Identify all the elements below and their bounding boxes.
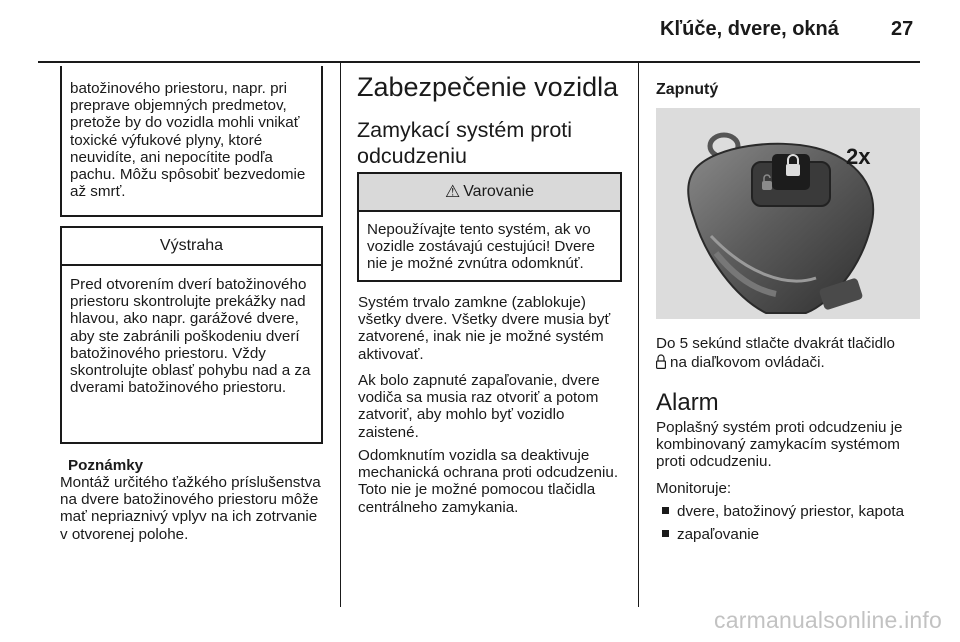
page-header-title: Kľúče, dvere, okná — [660, 18, 839, 40]
list-item — [662, 526, 759, 543]
bullet-square — [662, 507, 669, 514]
monitors-label: Monitoruje: — [656, 480, 732, 497]
note-title: Poznámky — [68, 457, 144, 474]
bullet-square — [662, 530, 669, 537]
page-number: 27 — [891, 18, 914, 40]
subtitle-zapnuty: Zapnutý — [656, 81, 719, 98]
key-fob-figure — [656, 108, 920, 319]
paragraph-3: Odomknutím vozidla sa deaktivuje mechanická ochrana proti odcudzeniu. Toto nie je možné pomocou tlačidla centrálneho zamykania. — [358, 447, 619, 516]
warning-title: Varovanie — [463, 183, 535, 200]
padlock-icon — [656, 354, 666, 369]
note-text: Montáž určitého ťažkého príslušenstva na dvere batožinového priestoru môže mať nepriaznivý vplyv na ich zotrvanie v otvorenej polohe. — [60, 474, 321, 543]
instruction-text-part2: na diaľkovom ovládači. — [670, 354, 825, 372]
bullet-text: dvere, batožinový priestor, kapota — [677, 503, 905, 520]
list-item — [662, 503, 904, 520]
watermark: carmanualsonline.info — [714, 607, 942, 633]
caution-title: Výstraha — [62, 228, 321, 266]
key-fob-illustration — [656, 108, 920, 319]
alarm-heading: Alarm — [656, 389, 719, 416]
caution-text: Pred otvorením dverí batožinového priestoru skontrolujte prekážky nad hlavou, ako napr. garážové dvere, aby ste zabránili poškodeniu dverí batožinového priestoru. Vždy skontrolujte oblasť pohybu nad a za dverami batožinového priestoru. — [70, 276, 311, 397]
paragraph-2: Ak bolo zapnuté zapaľovanie, dvere vodiča sa musia raz otvoriť a potom zatvoriť, aby mohlo byť vozidlo zaistené. — [358, 372, 600, 441]
warning-box — [357, 172, 622, 282]
column-divider-2 — [638, 63, 639, 607]
press-twice-label: 2x — [846, 144, 871, 169]
subsection-heading: Zamykací systém proti odcudzeniu — [357, 118, 573, 168]
header-divider — [38, 61, 920, 63]
alarm-text: Poplašný systém proti odcudzeniu je kombinovaný zamykacím systémom proti odcudzeniu. — [656, 419, 903, 471]
paragraph-1: Systém trvalo zamkne (zablokuje) všetky dvere. Všetky dvere musia byť zatvorené, inak nie je možné systém aktivovať. — [358, 294, 611, 363]
section-heading: Zabezpečenie vozidla — [357, 72, 619, 102]
continuation-box — [60, 66, 323, 217]
warning-text: Nepoužívajte tento systém, ak vo vozidle zostávajú cestujúci! Dvere nie je možné zvnútra odomknúť. — [367, 221, 595, 273]
instruction-text — [656, 335, 918, 371]
instruction-text-part1: Do 5 sekúnd stlačte dvakrát tlačidlo — [656, 335, 895, 352]
bullet-text: zapaľovanie — [677, 526, 760, 543]
caution-box — [60, 226, 323, 444]
warning-icon: ⚠ — [444, 182, 461, 201]
continuation-text: batožinového priestoru, napr. pri preprave objemných predmetov, pretože by do vozidla mohli vnikať toxické výfukové plyny, ktoré neuvidíte, ani nepocítite podľa pachu. Môžu spôsobiť bezvedomie až smrť. — [70, 80, 306, 201]
column-divider-1 — [340, 63, 341, 607]
warning-header — [359, 174, 620, 212]
